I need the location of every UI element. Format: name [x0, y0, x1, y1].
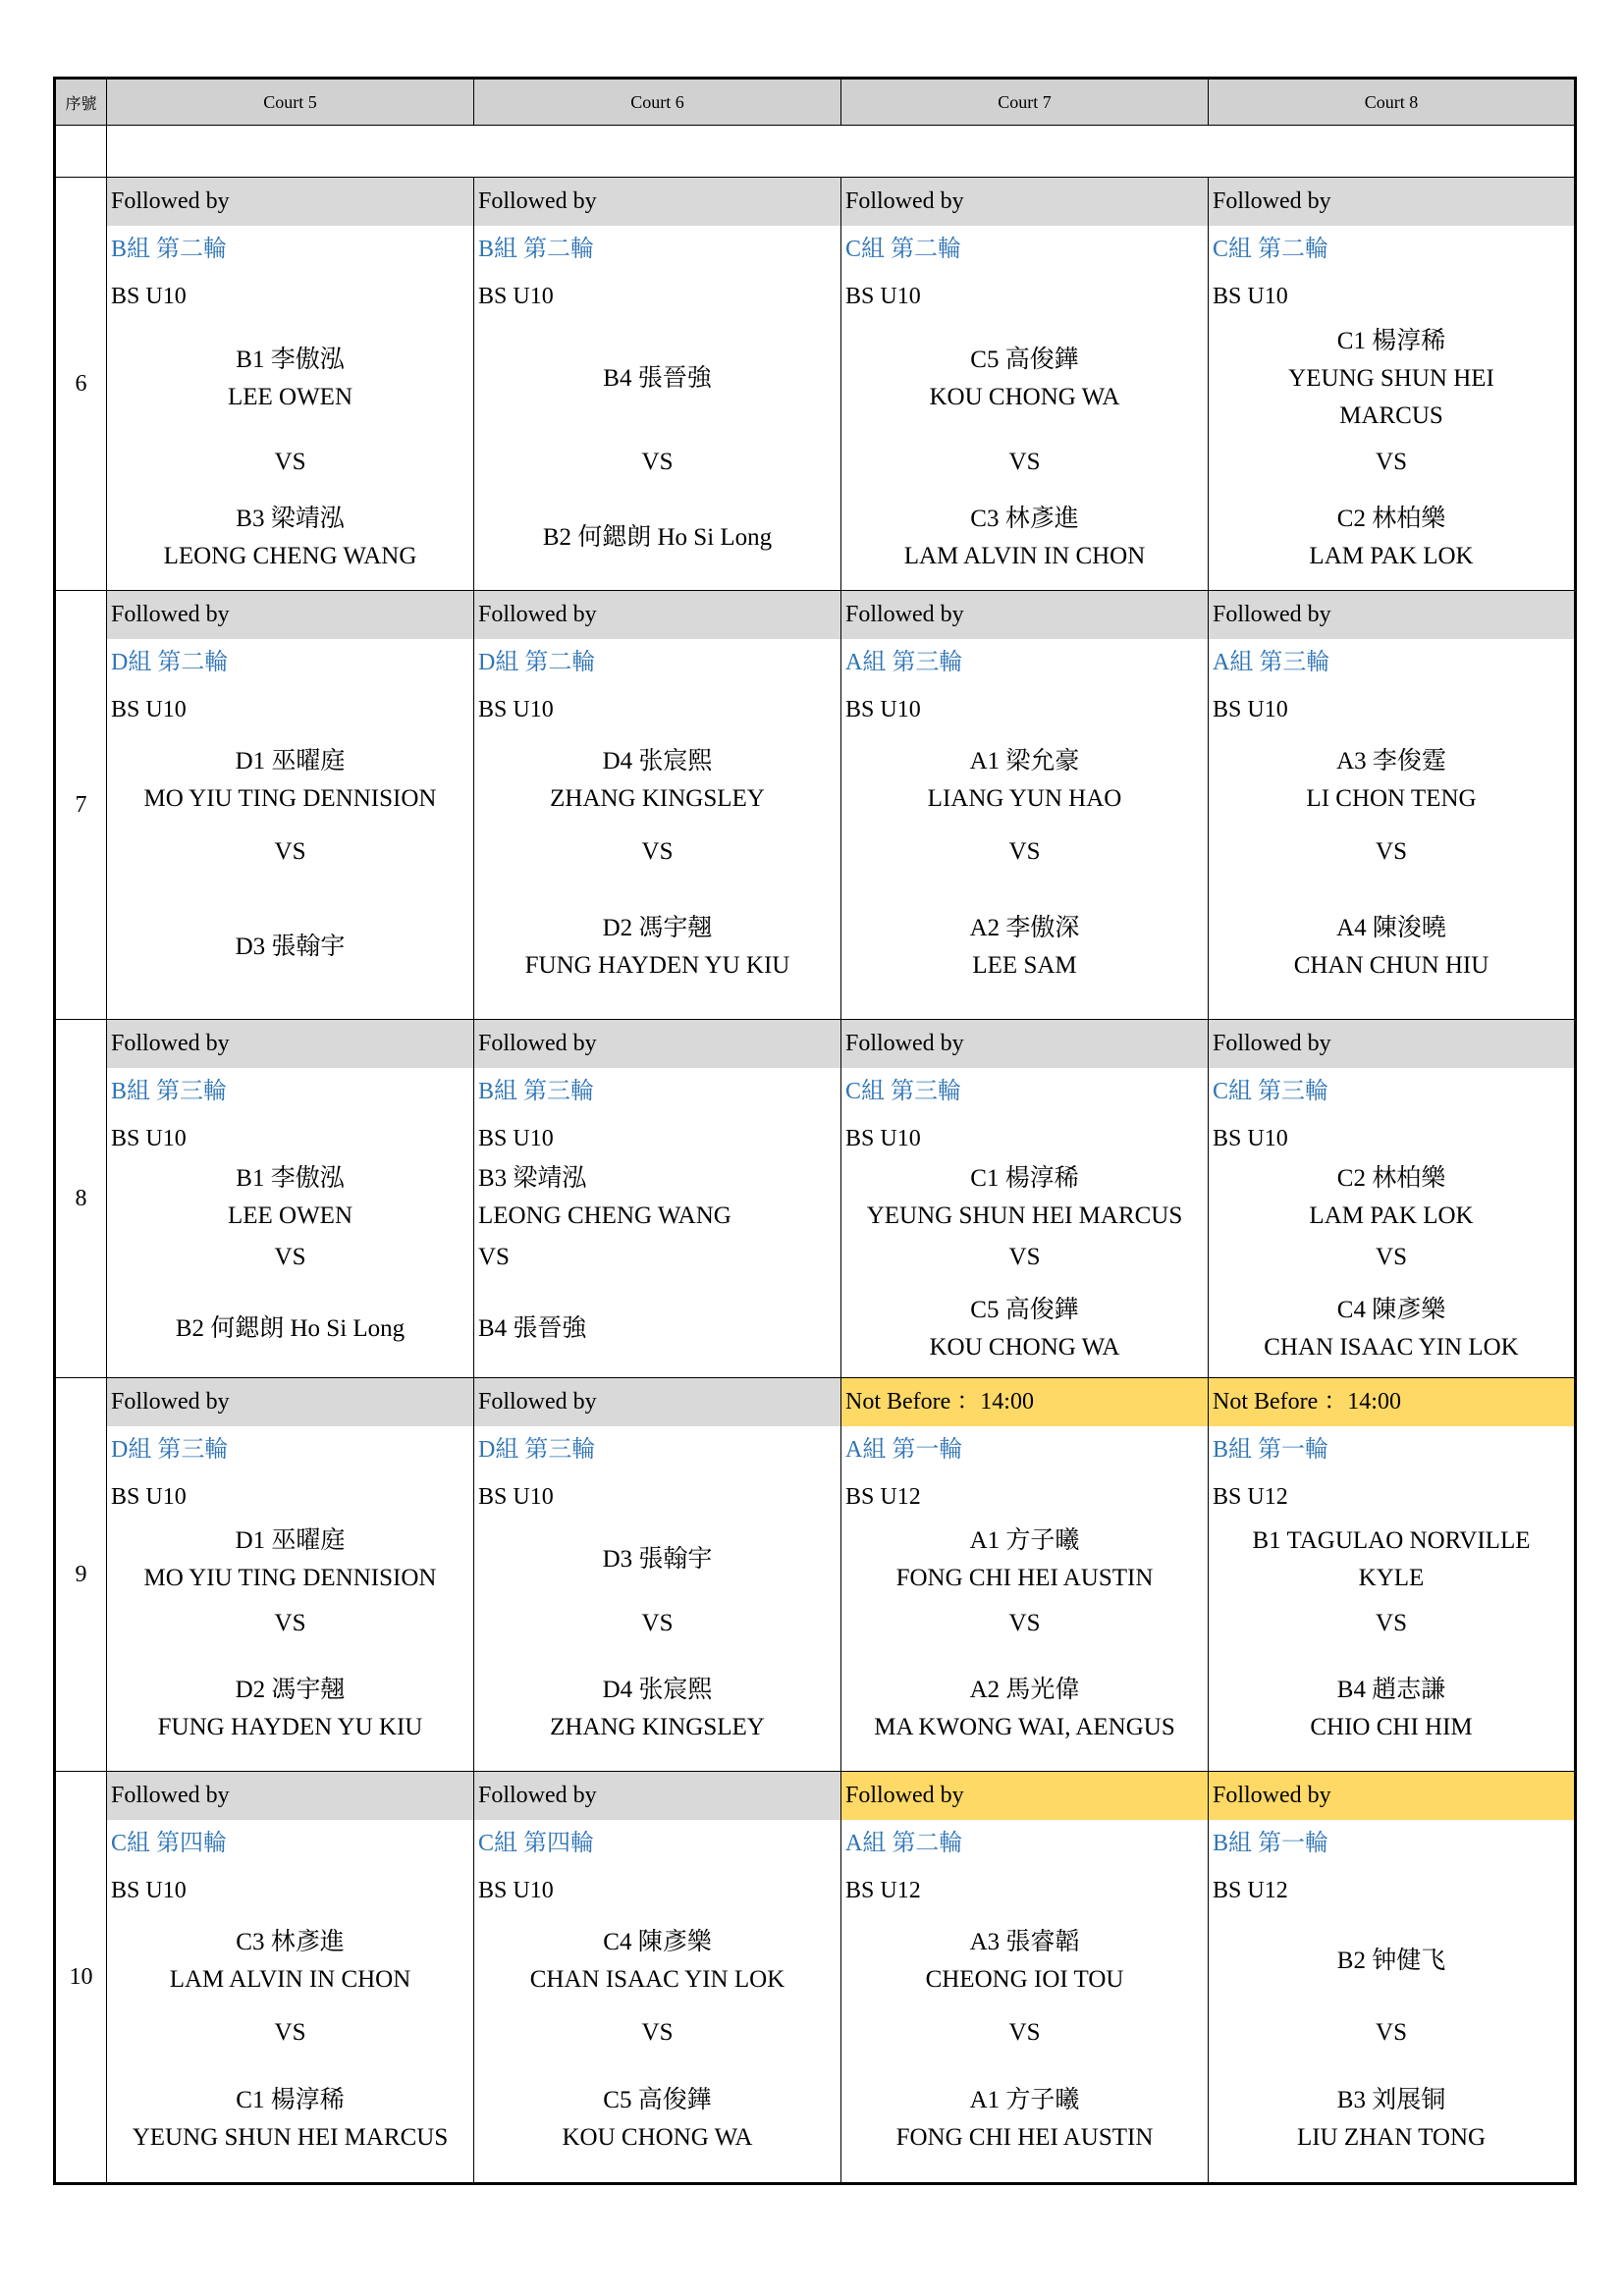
group-round-label: B組 第三輪 — [111, 1079, 228, 1104]
player-two — [107, 1282, 473, 1375]
status-label: Followed by — [1209, 1772, 1574, 1820]
player-name-line: LEE SAM — [972, 951, 1077, 979]
player-name-line: C5 高俊鏵 — [970, 347, 1079, 373]
versus-label: VS — [1376, 1610, 1407, 1636]
versus-label: VS — [641, 2019, 674, 2046]
player-name-line: KOU CHONG WA — [562, 2123, 753, 2151]
player-name-line: LEONG CHENG WANG — [163, 542, 417, 569]
court-header: Court 5 — [107, 79, 474, 126]
group-round-label: B組 第一輪 — [1213, 1831, 1329, 1856]
match-block — [107, 320, 473, 588]
player-one — [107, 320, 473, 438]
player-two — [474, 1648, 840, 1769]
match-cell — [474, 1020, 841, 1378]
status-label: Followed by — [841, 178, 1208, 226]
division-label: BS U12 — [845, 1878, 921, 1903]
status-label: Followed by — [841, 1020, 1208, 1068]
match-cell — [107, 1020, 474, 1378]
player-name-line: ZHANG KINGSLEY — [550, 785, 765, 812]
player-name-line: A3 張睿韜 — [969, 1929, 1080, 1955]
match-block — [107, 1521, 473, 1769]
player-one — [474, 1162, 840, 1233]
player-two — [841, 487, 1208, 588]
player-one — [107, 733, 473, 828]
player-one — [841, 1162, 1208, 1233]
player-name-line: FUNG HAYDEN YU KIU — [524, 951, 790, 979]
player-name-line: FUNG HAYDEN YU KIU — [157, 1713, 423, 1740]
versus-label: VS — [274, 449, 306, 475]
player-one — [107, 1521, 473, 1599]
player-name-line: LAM ALVIN IN CHON — [169, 1966, 411, 1993]
player-name-line: C5 高俊鏵 — [603, 2086, 712, 2113]
player-name-line: YEUNG SHUN HEI MARCUS — [866, 1202, 1183, 1229]
player-one — [841, 733, 1208, 828]
player-one — [841, 1914, 1208, 2008]
division-label: BS U10 — [478, 1126, 554, 1151]
status-label: Followed by — [107, 1020, 473, 1068]
seq-header: 序號 — [55, 79, 107, 126]
player-one — [474, 320, 840, 438]
player-one — [474, 1521, 840, 1599]
player-name-line: LIU ZHAN TONG — [1296, 2123, 1487, 2151]
group-round-label: D組 第三輪 — [478, 1437, 596, 1463]
player-two — [841, 2057, 1208, 2180]
match-cell — [1209, 1378, 1576, 1772]
match-block — [474, 733, 840, 1017]
player-two — [841, 877, 1208, 1017]
group-round-label: C組 第三輪 — [845, 1079, 962, 1104]
division-label: BS U10 — [845, 284, 921, 309]
versus-label: VS — [478, 1244, 510, 1270]
group-round-label: D組 第二輪 — [111, 650, 229, 675]
player-two — [107, 877, 473, 1017]
division-label: BS U10 — [1213, 284, 1288, 309]
player-name-line: CHEONG IOI TOU — [925, 1966, 1124, 1993]
round-number: 8 — [55, 1020, 107, 1378]
schedule-table — [53, 77, 1577, 2185]
player-name-line: D4 张宸熙 — [602, 748, 713, 774]
division-label: BS U10 — [478, 1878, 554, 1903]
player-name-line: C2 林柏樂 — [1336, 505, 1446, 532]
player-name-line: B4 張晉強 — [603, 365, 712, 392]
status-label: Followed by — [841, 1772, 1208, 1820]
division-label: BS U10 — [478, 284, 554, 309]
schedule-sheet — [53, 77, 1577, 2185]
player-two — [1209, 1648, 1574, 1769]
player-two — [107, 487, 473, 588]
player-name-line: FONG CHI HEI AUSTIN — [895, 2123, 1154, 2151]
player-name-line: B1 李傲泓 — [236, 1165, 345, 1192]
group-round-label: A組 第三輪 — [845, 650, 963, 675]
match-cell — [474, 178, 841, 591]
status-label: Followed by — [107, 1772, 473, 1820]
division-label: BS U10 — [111, 1878, 187, 1903]
division-label: BS U10 — [478, 1484, 554, 1510]
versus-label: VS — [274, 1244, 306, 1270]
match-cell — [841, 1378, 1209, 1772]
player-name-line: LI CHON TENG — [1306, 785, 1477, 812]
player-name-line: C1 楊淳稀 — [970, 1165, 1079, 1192]
versus-label: VS — [274, 1610, 306, 1636]
match-block — [1209, 733, 1574, 1017]
division-label: BS U10 — [111, 1484, 187, 1510]
player-name-line: LAM ALVIN IN CHON — [903, 542, 1146, 569]
match-block — [474, 1162, 840, 1375]
player-one — [841, 1521, 1208, 1599]
match-block — [841, 733, 1208, 1017]
player-name-line: B1 李傲泓 — [236, 347, 345, 373]
match-block — [841, 320, 1208, 588]
match-cell — [1209, 178, 1576, 591]
player-name-line: CHAN ISAAC YIN LOK — [529, 1966, 785, 1993]
division-label: BS U10 — [845, 697, 921, 722]
versus-label: VS — [1376, 449, 1407, 475]
versus-label: VS — [274, 2019, 306, 2046]
player-name-line: D3 張翰宇 — [602, 1546, 713, 1573]
player-two — [474, 487, 840, 588]
player-two — [107, 1648, 473, 1769]
player-name-line: A1 方子曦 — [969, 2086, 1080, 2113]
player-name-line: KOU CHONG WA — [929, 1333, 1120, 1361]
group-round-label: D組 第三輪 — [111, 1437, 229, 1463]
player-name-line: C5 高俊鏵 — [970, 1296, 1079, 1323]
player-one — [841, 320, 1208, 438]
group-round-label: B組 第二輪 — [478, 237, 595, 262]
player-two — [1209, 2057, 1574, 2180]
round-row — [55, 1378, 1576, 1772]
header-row — [55, 79, 1576, 126]
player-one — [1209, 1521, 1574, 1599]
status-label: Followed by — [474, 591, 840, 639]
division-label: BS U10 — [845, 1126, 921, 1151]
player-name-line: LEE OWEN — [227, 1202, 353, 1229]
player-name-line: B2 何鍶朗 Ho Si Long — [175, 1314, 406, 1342]
player-name-line: LIANG YUN HAO — [927, 785, 1122, 812]
division-label: BS U10 — [478, 697, 554, 722]
status-label: Followed by — [841, 591, 1208, 639]
match-cell — [107, 178, 474, 591]
player-one — [474, 1914, 840, 2008]
match-cell — [1209, 1020, 1576, 1378]
status-label: Followed by — [107, 1378, 473, 1426]
court-header: Court 6 — [474, 79, 841, 126]
match-block — [841, 1521, 1208, 1769]
player-name-line: MARCUS — [1339, 402, 1443, 429]
match-cell — [474, 1772, 841, 2184]
group-round-label: A組 第一輪 — [845, 1437, 963, 1463]
player-name-line: B2 何鍶朗 Ho Si Long — [542, 523, 773, 551]
versus-label: VS — [1008, 1610, 1041, 1636]
match-block — [841, 1914, 1208, 2180]
division-label: BS U10 — [111, 1126, 187, 1151]
player-name-line: LAM PAK LOK — [1309, 542, 1474, 569]
match-cell — [474, 591, 841, 1020]
status-label: Followed by — [1209, 1020, 1574, 1068]
group-round-label: B組 第三輪 — [478, 1079, 595, 1104]
player-name-line: KYLE — [1358, 1565, 1425, 1591]
player-name-line: FONG CHI HEI AUSTIN — [895, 1565, 1154, 1591]
blank-cell — [55, 126, 107, 178]
round-row — [55, 591, 1576, 1020]
player-name-line: C2 林柏樂 — [1336, 1165, 1446, 1192]
player-name-line: LAM PAK LOK — [1309, 1202, 1474, 1229]
player-name-line: A4 陳浚曉 — [1336, 914, 1446, 941]
versus-label: VS — [641, 838, 674, 865]
player-name-line: A1 方子曦 — [969, 1527, 1080, 1554]
player-name-line: YEUNG SHUN HEI — [1288, 365, 1494, 392]
versus-label: VS — [1008, 449, 1041, 475]
match-block — [474, 1521, 840, 1769]
versus-label: VS — [1376, 838, 1407, 865]
versus-label: VS — [1008, 838, 1041, 865]
player-two — [841, 1648, 1208, 1769]
status-label: Not Before ：14:00 — [841, 1378, 1208, 1426]
match-cell — [107, 1772, 474, 2184]
blank-cell — [107, 126, 1576, 178]
player-two — [107, 2057, 473, 2180]
player-name-line: D3 張翰宇 — [235, 933, 346, 960]
player-two — [1209, 487, 1574, 588]
match-block — [107, 1914, 473, 2180]
group-round-label: C組 第四輪 — [478, 1831, 595, 1856]
player-name-line: D2 馮宇翹 — [602, 914, 713, 941]
match-block — [1209, 1521, 1574, 1769]
status-label: Followed by — [1209, 591, 1574, 639]
division-label: BS U12 — [845, 1484, 921, 1510]
round-number: 10 — [55, 1772, 107, 2184]
player-name-line: C4 陳彥樂 — [1336, 1296, 1446, 1323]
player-name-line: B4 張晉強 — [478, 1314, 587, 1342]
player-one — [1209, 1162, 1574, 1233]
player-two — [1209, 1282, 1574, 1375]
match-cell — [1209, 591, 1576, 1020]
player-one — [1209, 733, 1574, 828]
player-name-line: D1 巫曜庭 — [235, 1527, 346, 1554]
match-cell — [841, 591, 1209, 1020]
status-label: Followed by — [474, 1378, 840, 1426]
player-name-line: CHAN CHUN HIU — [1293, 951, 1489, 979]
group-round-label: C組 第二輪 — [845, 237, 962, 262]
player-name-line: B3 刘展铜 — [1336, 2086, 1446, 2113]
match-block — [1209, 320, 1574, 588]
group-round-label: C組 第四輪 — [111, 1831, 228, 1856]
division-label: BS U12 — [1213, 1484, 1288, 1510]
division-label: BS U12 — [1213, 1878, 1288, 1903]
player-name-line: C1 楊淳稀 — [1336, 328, 1446, 354]
player-name-line: A3 李俊霆 — [1336, 748, 1446, 774]
versus-label: VS — [1008, 1244, 1041, 1270]
group-round-label: C組 第三輪 — [1213, 1079, 1329, 1104]
player-name-line: A1 梁允豪 — [969, 748, 1080, 774]
division-label: BS U10 — [1213, 1126, 1288, 1151]
court-header: Court 8 — [1209, 79, 1576, 126]
player-name-line: CHAN ISAAC YIN LOK — [1264, 1333, 1519, 1361]
player-name-line: D2 馮宇翹 — [235, 1676, 346, 1703]
player-name-line: D4 张宸熙 — [602, 1676, 713, 1703]
player-name-line: B3 梁靖泓 — [236, 505, 345, 532]
player-two — [474, 877, 840, 1017]
player-name-line: B1 TAGULAO NORVILLE — [1252, 1527, 1531, 1554]
player-name-line: D1 巫曜庭 — [235, 748, 346, 774]
division-label: BS U10 — [1213, 697, 1288, 722]
player-one — [474, 733, 840, 828]
player-one — [107, 1162, 473, 1233]
match-block — [1209, 1162, 1574, 1375]
round-number: 9 — [55, 1378, 107, 1772]
match-block — [1209, 1914, 1574, 2180]
round-row — [55, 178, 1576, 591]
player-name-line: MO YIU TING DENNISION — [143, 785, 437, 812]
player-one — [1209, 1914, 1574, 2008]
blank-row — [55, 126, 1576, 178]
player-name-line: KOU CHONG WA — [929, 384, 1120, 410]
versus-label: VS — [641, 449, 674, 475]
division-label: BS U10 — [111, 697, 187, 722]
versus-label: VS — [274, 838, 306, 865]
player-name-line: A2 李傲深 — [969, 914, 1080, 941]
group-round-label: A組 第三輪 — [1213, 650, 1330, 675]
player-name-line: LEONG CHENG WANG — [478, 1202, 731, 1229]
match-block — [474, 320, 840, 588]
player-two — [841, 1282, 1208, 1375]
player-two — [474, 2057, 840, 2180]
player-name-line: B4 趙志謙 — [1336, 1676, 1446, 1703]
round-row — [55, 1772, 1576, 2184]
match-block — [107, 1162, 473, 1375]
player-name-line: B2 钟健飞 — [1336, 1948, 1446, 1974]
match-block — [474, 1914, 840, 2180]
group-round-label: A組 第二輪 — [845, 1831, 963, 1856]
versus-label: VS — [1376, 2019, 1407, 2046]
status-label: Followed by — [107, 591, 473, 639]
division-label: BS U10 — [111, 284, 187, 309]
player-name-line: CHIO CHI HIM — [1310, 1713, 1473, 1740]
player-name-line: C1 楊淳稀 — [236, 2086, 345, 2113]
status-label: Followed by — [1209, 178, 1574, 226]
status-label: Followed by — [474, 1020, 840, 1068]
versus-label: VS — [641, 1610, 674, 1636]
group-round-label: D組 第二輪 — [478, 650, 596, 675]
match-block — [107, 733, 473, 1017]
match-cell — [841, 1020, 1209, 1378]
round-number: 7 — [55, 591, 107, 1020]
group-round-label: B組 第二輪 — [111, 237, 228, 262]
round-number: 6 — [55, 178, 107, 591]
match-cell — [107, 1378, 474, 1772]
player-name-line: C3 林彥進 — [236, 1929, 345, 1955]
match-cell — [841, 178, 1209, 591]
player-one — [107, 1914, 473, 2008]
status-label: Not Before ：14:00 — [1209, 1378, 1574, 1426]
court-header: Court 7 — [841, 79, 1209, 126]
status-label: Followed by — [107, 178, 473, 226]
versus-label: VS — [1008, 2019, 1041, 2046]
player-one — [1209, 320, 1574, 438]
group-round-label: B組 第一輪 — [1213, 1437, 1329, 1463]
status-label: Followed by — [474, 178, 840, 226]
round-row — [55, 1020, 1576, 1378]
match-cell — [841, 1772, 1209, 2184]
player-name-line: C3 林彥進 — [970, 505, 1079, 532]
player-two — [1209, 877, 1574, 1017]
player-name-line: B3 梁靖泓 — [478, 1165, 587, 1192]
versus-label: VS — [1376, 1244, 1407, 1270]
player-name-line: LEE OWEN — [227, 384, 353, 410]
status-label: Followed by — [474, 1772, 840, 1820]
player-name-line: ZHANG KINGSLEY — [550, 1713, 765, 1740]
player-name-line: MA KWONG WAI, AENGUS — [874, 1713, 1175, 1740]
match-block — [841, 1162, 1208, 1375]
player-name-line: YEUNG SHUN HEI MARCUS — [132, 2123, 449, 2151]
group-round-label: C組 第二輪 — [1213, 237, 1329, 262]
player-name-line: C4 陳彥樂 — [603, 1929, 712, 1955]
match-cell — [107, 591, 474, 1020]
player-name-line: MO YIU TING DENNISION — [143, 1565, 437, 1591]
player-name-line: A2 馬光偉 — [969, 1676, 1080, 1703]
player-two — [474, 1282, 840, 1375]
match-cell — [474, 1378, 841, 1772]
match-cell — [1209, 1772, 1576, 2184]
